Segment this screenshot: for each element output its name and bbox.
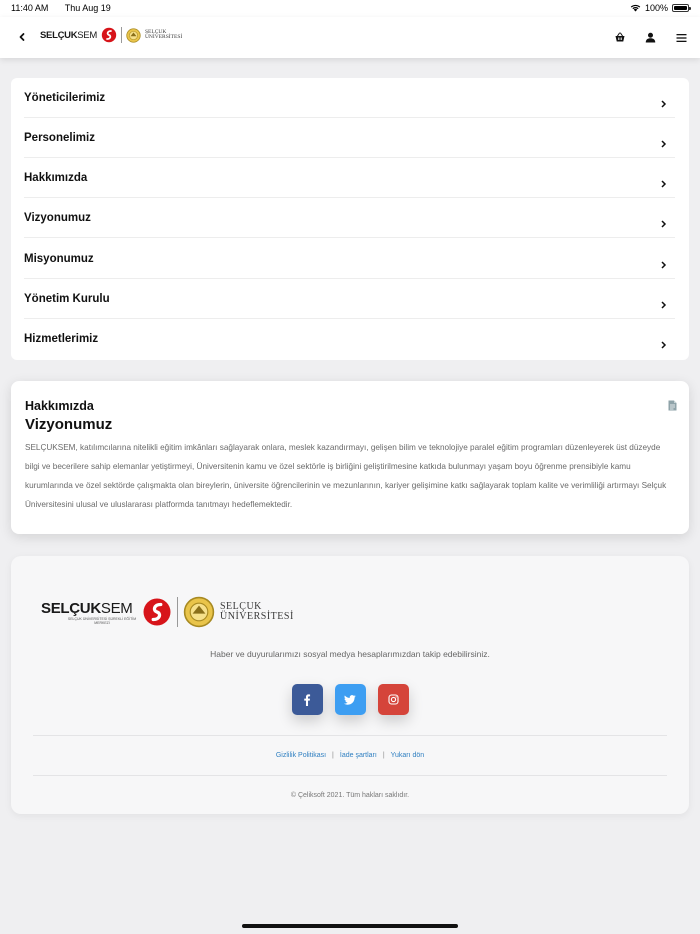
twitter-button[interactable]: [335, 684, 366, 715]
chevron-right-icon: [660, 220, 667, 228]
menu-item-label: Yöneticilerimiz: [24, 92, 106, 104]
site-footer: [11, 556, 689, 814]
menu-item-label: Vizyonumuz: [24, 212, 91, 224]
logo-brand-thin: SEM: [77, 29, 97, 41]
home-indicator[interactable]: [242, 924, 458, 928]
copyright-text: © Çeliksoft 2021. Tüm hakları saklıdır.: [290, 792, 410, 799]
menu-item-hizmetlerimiz[interactable]: [24, 319, 675, 359]
menu-item-label: Misyonumuz: [24, 253, 94, 265]
menu-item-yonetim-kurulu[interactable]: [24, 279, 675, 319]
footer-logo-caption: SELÇUK ÜNİVERSİTESİ SÜREKLİ EĞİTİM MERKEZİ: [67, 616, 137, 625]
menu-item-label: Hakkımızda: [24, 172, 88, 184]
selcuksem-mark-icon: [101, 27, 117, 43]
about-body: SELÇUKSEM, katılımcılarına nitelikli eğitim imkânları sağlayarak onlara, meslek kazandırmayı, gelişen bilim ve teknolojiye paralel eğitim programları düzenleyerek üst düzeyde bilgi ve becerilere sahip elemanlar yetiştirmeyi, Üniversitenin kamu ve özel sektörle iş birliğini geliştirilmesine katkıda bulunmayı yaşam boyu öğrenme prensibiyle kamu kurumlarında ve özel sektörde çalışmakta olan bireylerin, üniversite öğrencilerinin ve mezunlarının, kariyer gelişimine katkı sağlayarak toplam kalite ve verimliliği artırmayı Selçuk Üniversitesini ulusal ve uluslararası platformda tanıtmayı hedeflemektedir.: [25, 443, 667, 509]
user-icon[interactable]: [642, 29, 659, 46]
about-title: Hakkımızda: [25, 399, 94, 413]
chevron-right-icon: [660, 100, 667, 108]
footer-logo[interactable]: [41, 596, 294, 628]
menu-item-label: Personelimiz: [24, 132, 95, 144]
link-separator: |: [382, 752, 385, 759]
logo-uni-line2: ÜNİVERSİTESİ: [144, 34, 183, 40]
header-logo[interactable]: [40, 27, 182, 43]
instagram-button[interactable]: [378, 684, 409, 715]
university-seal-icon: [126, 28, 141, 43]
footer-logo-uni-line2: ÜNİVERSİTESİ: [220, 611, 294, 622]
about-subtitle: Vizyonumuz: [25, 416, 113, 433]
back-to-top-link[interactable]: Yukarı dön: [390, 752, 425, 759]
menu-icon[interactable]: [673, 29, 690, 46]
twitter-icon: [344, 695, 356, 705]
menu-item-yoneticilerimiz[interactable]: [24, 78, 675, 118]
facebook-button[interactable]: [292, 684, 323, 715]
menu-item-misyonumuz[interactable]: [24, 239, 675, 279]
link-separator: |: [332, 752, 334, 759]
logo-uni-line1: SELÇUK: [144, 28, 167, 35]
footer-logo-uni-line1: SELÇUK: [220, 601, 262, 612]
status-date: Thu Aug 19: [64, 3, 111, 13]
footer-logo-brand-bold: SELÇUK: [41, 599, 101, 617]
chevron-right-icon: [660, 301, 667, 309]
chevron-right-icon: [660, 341, 667, 349]
facebook-icon: [303, 694, 311, 706]
top-navbar: [0, 17, 700, 58]
social-links: [11, 684, 689, 715]
menu-item-label: Hizmetlerimiz: [24, 333, 99, 345]
battery-percent: 100%: [644, 3, 668, 13]
chevron-right-icon: [660, 140, 667, 148]
footer-divider: [33, 735, 667, 736]
wifi-icon: [630, 4, 641, 12]
status-time: 11:40 AM: [11, 3, 49, 13]
footer-divider: [33, 775, 667, 776]
menu-item-hakkimizda[interactable]: [24, 158, 675, 198]
about-menu-card: [11, 78, 689, 360]
battery-icon: [672, 4, 689, 12]
privacy-policy-link[interactable]: Gizlilik Politikası: [275, 752, 327, 759]
document-icon[interactable]: [668, 400, 677, 411]
basket-icon[interactable]: [611, 29, 628, 46]
footer-links: [11, 752, 689, 759]
instagram-icon: [388, 694, 399, 705]
social-follow-message: Haber ve duyurularımızı sosyal medya hesaplarımızdan takip edebilirsiniz.: [210, 649, 490, 659]
menu-item-personelimiz[interactable]: [24, 118, 675, 158]
university-seal-icon: [183, 596, 215, 628]
chevron-right-icon: [660, 180, 667, 188]
back-icon[interactable]: [14, 29, 30, 45]
footer-logo-brand-thin: SEM: [100, 599, 133, 617]
about-content-card: [11, 381, 689, 534]
refund-terms-link[interactable]: İade şartları: [339, 752, 377, 759]
logo-brand-bold: SELÇUK: [40, 29, 78, 41]
menu-item-label: Yönetim Kurulu: [24, 293, 110, 305]
selcuksem-mark-icon: [142, 597, 172, 627]
status-bar: [0, 0, 700, 17]
menu-item-vizyonumuz[interactable]: [24, 198, 675, 238]
chevron-right-icon: [660, 261, 667, 269]
